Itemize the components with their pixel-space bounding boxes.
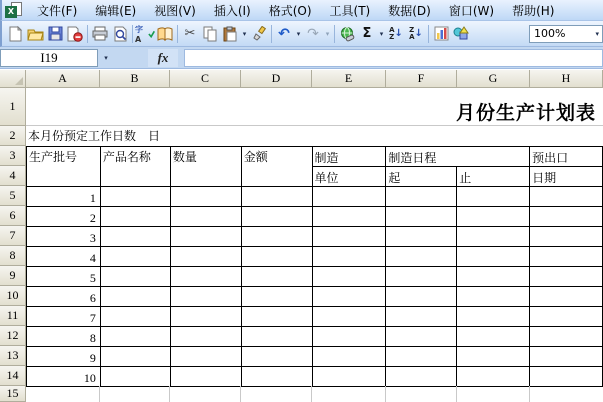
cell[interactable] bbox=[457, 247, 530, 267]
batch-number-cell[interactable]: 8 bbox=[27, 327, 101, 347]
excel-app-icon: X bbox=[5, 2, 22, 18]
name-box[interactable]: I19 bbox=[0, 49, 98, 67]
cell[interactable] bbox=[100, 247, 170, 267]
formula-input[interactable] bbox=[184, 49, 603, 67]
batch-number-cell[interactable]: 3 bbox=[27, 227, 101, 247]
cell[interactable] bbox=[170, 207, 241, 227]
cell[interactable] bbox=[386, 287, 457, 307]
column-header-f[interactable]: F bbox=[386, 70, 457, 88]
chart-wizard-icon[interactable] bbox=[431, 24, 451, 44]
cell[interactable] bbox=[457, 227, 530, 247]
menu-view[interactable]: 视图(V) bbox=[154, 3, 196, 18]
workdays-cell[interactable]: 本月份预定工作日数 日 bbox=[28, 129, 161, 143]
cell[interactable] bbox=[386, 327, 457, 347]
column-header-c[interactable]: C bbox=[170, 70, 241, 88]
table-row bbox=[27, 247, 603, 267]
row-header-4[interactable]: 4 bbox=[0, 166, 26, 186]
paste-dropdown-icon[interactable]: ▾ bbox=[242, 29, 247, 38]
cell[interactable] bbox=[530, 187, 603, 207]
cell[interactable] bbox=[386, 187, 457, 207]
header-batch-cell[interactable]: 生产批号 bbox=[27, 147, 101, 187]
cell[interactable] bbox=[457, 267, 530, 287]
spelling-icon[interactable]: 字A bbox=[135, 24, 155, 44]
row-header-11[interactable]: 11 bbox=[0, 306, 26, 326]
cell[interactable] bbox=[386, 247, 457, 267]
cell[interactable] bbox=[530, 347, 603, 367]
cell[interactable] bbox=[241, 307, 312, 327]
header-schedule-cell[interactable]: 制造日程 bbox=[386, 147, 530, 167]
cell[interactable] bbox=[530, 287, 603, 307]
cell[interactable] bbox=[457, 307, 530, 327]
cell[interactable] bbox=[170, 347, 241, 367]
row-header-2[interactable]: 2 bbox=[0, 126, 26, 146]
row-header-7[interactable]: 7 bbox=[0, 226, 26, 246]
cell[interactable] bbox=[170, 367, 241, 387]
paste-icon[interactable] bbox=[220, 24, 240, 44]
cell[interactable] bbox=[170, 267, 241, 287]
cell[interactable] bbox=[457, 347, 530, 367]
menu-help[interactable]: 帮助(H) bbox=[512, 3, 555, 18]
cell[interactable] bbox=[170, 287, 241, 307]
hyperlink-icon[interactable] bbox=[337, 24, 357, 44]
column-header-g[interactable]: G bbox=[457, 70, 530, 88]
cell[interactable] bbox=[170, 187, 241, 207]
cell[interactable] bbox=[457, 327, 530, 347]
cell[interactable] bbox=[170, 247, 241, 267]
row-header-13[interactable]: 13 bbox=[0, 346, 26, 366]
menu-insert[interactable]: 插入(I) bbox=[213, 3, 251, 18]
sort-descending-icon[interactable]: Z A ↓ bbox=[409, 25, 423, 41]
menu-format[interactable]: 格式(O) bbox=[268, 3, 312, 18]
cell[interactable] bbox=[100, 207, 170, 227]
cell[interactable] bbox=[312, 347, 386, 367]
table-row bbox=[27, 267, 603, 287]
cell[interactable] bbox=[100, 267, 170, 287]
autosum-icon[interactable]: Σ bbox=[362, 26, 372, 41]
table-row bbox=[27, 187, 603, 207]
table-row bbox=[27, 327, 603, 347]
row-header-1[interactable]: 1 bbox=[0, 88, 26, 126]
autosum-dropdown-icon[interactable]: ▾ bbox=[379, 29, 384, 38]
row-header-12[interactable]: 12 bbox=[0, 326, 26, 346]
cell[interactable] bbox=[100, 307, 170, 327]
column-header-e[interactable]: E bbox=[312, 70, 386, 88]
standard-toolbar bbox=[0, 21, 603, 47]
row-header-9[interactable]: 9 bbox=[0, 266, 26, 286]
batch-number-cell[interactable]: 6 bbox=[27, 287, 101, 307]
open-icon[interactable] bbox=[25, 24, 45, 44]
cell[interactable] bbox=[386, 307, 457, 327]
menu-data[interactable]: 数据(D) bbox=[388, 3, 431, 18]
select-all-corner[interactable] bbox=[0, 70, 26, 88]
cell[interactable] bbox=[241, 287, 312, 307]
row-header-6[interactable]: 6 bbox=[0, 206, 26, 226]
cell[interactable] bbox=[312, 227, 386, 247]
row-header-5[interactable]: 5 bbox=[0, 186, 26, 206]
permission-icon[interactable] bbox=[65, 24, 85, 44]
cell[interactable] bbox=[100, 367, 170, 387]
cell[interactable] bbox=[457, 367, 530, 387]
menu-edit[interactable]: 编辑(E) bbox=[95, 3, 137, 18]
cell[interactable] bbox=[530, 367, 603, 387]
cell[interactable] bbox=[312, 187, 386, 207]
zoom-select[interactable] bbox=[529, 25, 603, 43]
column-header-a[interactable]: A bbox=[26, 70, 100, 88]
table-row bbox=[27, 367, 603, 387]
cell[interactable] bbox=[170, 307, 241, 327]
save-icon[interactable] bbox=[45, 24, 65, 44]
column-header-d[interactable]: D bbox=[241, 70, 312, 88]
row-header-10[interactable]: 10 bbox=[0, 286, 26, 306]
empty-row-15[interactable] bbox=[26, 386, 603, 402]
batch-number-cell[interactable]: 4 bbox=[27, 247, 101, 267]
column-header-h[interactable]: H bbox=[530, 70, 603, 88]
batch-number-cell[interactable]: 5 bbox=[27, 267, 101, 287]
header-amount-cell[interactable]: 金额 bbox=[241, 147, 312, 187]
header-preexport-cell[interactable]: 预出口 bbox=[530, 147, 603, 167]
cell[interactable] bbox=[241, 327, 312, 347]
cell[interactable] bbox=[386, 267, 457, 287]
cell[interactable] bbox=[530, 207, 603, 227]
research-icon[interactable] bbox=[155, 24, 175, 44]
header-start-cell[interactable]: 起 bbox=[386, 167, 457, 187]
cell[interactable] bbox=[241, 187, 312, 207]
cell[interactable] bbox=[457, 207, 530, 227]
table-row bbox=[27, 347, 603, 367]
drawing-icon[interactable] bbox=[451, 24, 471, 44]
cell[interactable] bbox=[100, 227, 170, 247]
row-header-15[interactable]: 15 bbox=[0, 386, 26, 402]
header-unit-cell[interactable]: 单位 bbox=[312, 167, 386, 187]
zoom-dropdown-icon[interactable]: ▾ bbox=[595, 29, 599, 38]
cell[interactable] bbox=[386, 207, 457, 227]
menu-tools[interactable]: 工具(T) bbox=[329, 3, 371, 18]
cell[interactable] bbox=[312, 287, 386, 307]
cell[interactable] bbox=[100, 327, 170, 347]
cell[interactable] bbox=[100, 287, 170, 307]
cell[interactable] bbox=[241, 347, 312, 367]
cell[interactable] bbox=[241, 227, 312, 247]
cell[interactable] bbox=[386, 347, 457, 367]
table-row bbox=[27, 227, 603, 247]
format-painter-icon[interactable] bbox=[249, 24, 269, 44]
worksheet bbox=[0, 70, 603, 402]
cell[interactable] bbox=[241, 247, 312, 267]
batch-number-cell[interactable]: 2 bbox=[27, 207, 101, 227]
cell[interactable] bbox=[312, 207, 386, 227]
undo-icon[interactable]: ↶ bbox=[278, 25, 290, 42]
new-icon[interactable] bbox=[5, 24, 25, 44]
undo-dropdown-icon[interactable]: ▾ bbox=[296, 29, 301, 38]
table-row bbox=[27, 207, 603, 227]
table-row bbox=[27, 307, 603, 327]
cell[interactable] bbox=[241, 367, 312, 387]
cell[interactable] bbox=[530, 227, 603, 247]
cell[interactable] bbox=[170, 327, 241, 347]
menu-bar bbox=[0, 0, 603, 21]
row-header-14[interactable]: 14 bbox=[0, 366, 26, 386]
copy-icon[interactable] bbox=[200, 24, 220, 44]
cell[interactable] bbox=[170, 227, 241, 247]
print-preview-icon[interactable] bbox=[110, 24, 130, 44]
batch-number-cell[interactable]: 9 bbox=[27, 347, 101, 367]
cell[interactable] bbox=[530, 267, 603, 287]
name-box-dropdown-icon[interactable]: ▾ bbox=[104, 53, 108, 62]
menu-window[interactable]: 窗口(W) bbox=[448, 3, 495, 18]
cell[interactable] bbox=[530, 247, 603, 267]
column-header-b[interactable]: B bbox=[100, 70, 170, 88]
cell[interactable] bbox=[386, 227, 457, 247]
cut-icon[interactable]: ✂ bbox=[184, 26, 196, 41]
cell[interactable] bbox=[312, 327, 386, 347]
table-row bbox=[27, 287, 603, 307]
cell[interactable] bbox=[312, 247, 386, 267]
sheet-title-cell[interactable]: 月份生产计划表 bbox=[455, 103, 596, 124]
header-qty-cell[interactable]: 数量 bbox=[170, 147, 241, 187]
header-product-cell[interactable]: 产品名称 bbox=[100, 147, 170, 187]
batch-number-cell[interactable]: 1 bbox=[27, 187, 101, 207]
cell[interactable] bbox=[386, 367, 457, 387]
production-table bbox=[26, 146, 603, 387]
redo-icon[interactable]: ↷ bbox=[307, 25, 319, 42]
cell[interactable] bbox=[241, 267, 312, 287]
cell[interactable] bbox=[241, 207, 312, 227]
row-header-3[interactable]: 3 bbox=[0, 146, 26, 166]
header-end-cell[interactable]: 止 bbox=[457, 167, 530, 187]
cell[interactable] bbox=[312, 267, 386, 287]
cell[interactable] bbox=[457, 287, 530, 307]
cell[interactable] bbox=[312, 307, 386, 327]
cell[interactable] bbox=[100, 187, 170, 207]
header-date-cell[interactable]: 日期 bbox=[530, 167, 603, 187]
header-mfg-cell[interactable]: 制造 bbox=[312, 147, 386, 167]
cell[interactable] bbox=[457, 187, 530, 207]
cell[interactable] bbox=[530, 327, 603, 347]
batch-number-cell[interactable]: 10 bbox=[27, 367, 101, 387]
formula-bar bbox=[0, 47, 603, 69]
sort-ascending-icon[interactable]: A Z ↓ bbox=[389, 25, 403, 41]
redo-dropdown-icon[interactable]: ▾ bbox=[325, 29, 330, 38]
menu-file[interactable]: 文件(F) bbox=[37, 3, 78, 18]
zoom-value: 100% bbox=[534, 27, 566, 40]
insert-function-icon[interactable]: fx bbox=[148, 49, 178, 67]
print-icon[interactable] bbox=[90, 24, 110, 44]
cell[interactable] bbox=[530, 307, 603, 327]
batch-number-cell[interactable]: 7 bbox=[27, 307, 101, 327]
cell[interactable] bbox=[312, 367, 386, 387]
row-header-8[interactable]: 8 bbox=[0, 246, 26, 266]
cell[interactable] bbox=[100, 347, 170, 367]
